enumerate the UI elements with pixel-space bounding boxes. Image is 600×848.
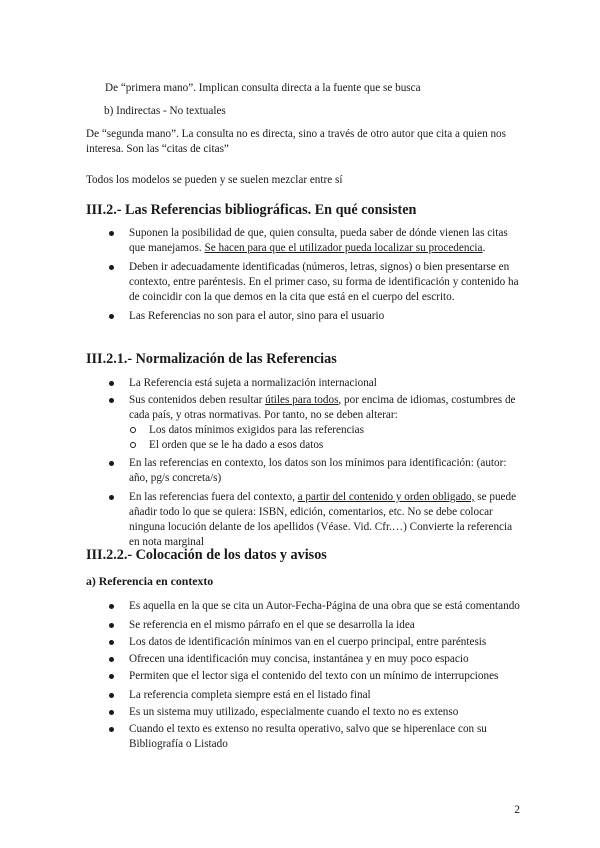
intro-paragraph-primera-mano: De “primera mano”. Implican consulta directa a la fuente que se busca — [105, 82, 421, 94]
list-item — [103, 309, 523, 324]
list-item-text: Permiten que el lector siga el contenido del texto con un mínimo de interrupciones — [129, 670, 499, 682]
section-list-normalizacion — [103, 376, 523, 554]
list-item — [103, 705, 523, 720]
list-item-text: La Referencia está sujeta a normalización internacional — [129, 377, 377, 389]
list-item-text: . — [482, 242, 486, 254]
section-heading-colocacion: III.2.2.- Colocación de los datos y avisos — [86, 547, 327, 563]
list-item — [103, 635, 523, 650]
list-item-text: se puede añadir todo lo que se quiera: ISBN, edición, comentarios, etc. No se debe colocar ninguna locución delante de los apellidos (Véase. Vid. Cfr.…) Convierte la referencia en nota marginal — [129, 491, 517, 548]
list-item-text: , por encima de idiomas, costumbres de cada país, y otras normativas. Por tanto, no se deben alterar: — [129, 394, 516, 421]
list-item — [103, 376, 523, 391]
list-item — [103, 260, 523, 305]
section-heading-referencias: III.2.- Las Referencias bibliográficas. En qué consisten — [86, 202, 417, 218]
list-item-text: La referencia completa siempre está en el listado final — [129, 689, 371, 701]
list-item-text: En las referencias en contexto, los datos son los mínimos para identificación: (autor: año, pg/s concreta/s) — [129, 457, 507, 484]
list-item — [103, 722, 523, 752]
sub-list-item: Los datos mínimos exigidos para las referencias — [103, 423, 523, 438]
underlined-text: útiles para todos — [265, 394, 339, 406]
list-item — [103, 669, 523, 684]
list-item — [103, 618, 523, 633]
underlined-text: Se hacen para que el utilizador pueda localizar su procedencia — [204, 242, 483, 254]
list-item — [103, 456, 523, 486]
sub-list — [103, 423, 523, 453]
list-item-text: En las referencias fuera del contexto, — [129, 491, 298, 503]
list-item-text: Es un sistema muy utilizado, especialmente cuando el texto no es extenso — [129, 706, 459, 718]
list-item — [103, 490, 523, 550]
list-item — [103, 599, 523, 614]
list-item-text: Ofrecen una identificación muy concisa, instantánea y en muy poco espacio — [129, 653, 469, 665]
section-list-contexto — [103, 599, 523, 756]
list-item — [103, 393, 523, 453]
list-item-text: Suponen la posibilidad de que, quien consulta, pueda saber de dónde vienen las citas que manejamos. — [129, 227, 508, 254]
list-item — [103, 688, 523, 703]
intro-paragraph-mezclar: Todos los modelos se pueden y se suelen mezclar entre sí — [86, 174, 343, 186]
subheading-referencia-contexto: a) Referencia en contexto — [86, 574, 214, 588]
list-item-text: Las Referencias no son para el autor, sino para el usuario — [129, 310, 385, 322]
section-heading-normalizacion: III.2.1.- Normalización de las Referencias — [86, 351, 337, 367]
list-item-text: Cuando el texto es extenso no resulta operativo, salvo que se hiperenlace con su Bibliografía o Listado — [129, 723, 487, 750]
sub-list-item: El orden que se le ha dado a esos datos — [103, 438, 523, 453]
intro-item-indirectas: b) Indirectas - No textuales — [104, 105, 226, 117]
list-item — [103, 226, 523, 256]
list-item-text: Los datos de identificación mínimos van en el cuerpo principal, entre paréntesis — [129, 636, 487, 648]
page-number: 2 — [514, 804, 520, 816]
list-item-text: Deben ir adecuadamente identificadas (números, letras, signos) o bien presentarse en contexto, entre paréntesis. En el primer caso, su forma de identificación y contenido ha de coincidir con la que demos en la cita que está en el cuerpo del escrito. — [129, 261, 519, 303]
list-item-text: Se referencia en el mismo párrafo en el que se desarrolla la idea — [129, 619, 415, 631]
section-list-referencias — [103, 226, 523, 328]
list-item-text: Sus contenidos deben resultar — [129, 394, 266, 406]
list-item-text: Es aquella en la que se cita un Autor-Fecha-Página de una obra que se está comentando — [129, 600, 520, 612]
list-item — [103, 652, 523, 667]
underlined-text: a partir del contenido y orden obligado, — [297, 491, 475, 503]
intro-paragraph-segunda-mano: De “segunda mano”. La consulta no es directa, sino a través de otro autor que cita a quien nos interesa. Son las “citas de citas” — [86, 128, 507, 155]
